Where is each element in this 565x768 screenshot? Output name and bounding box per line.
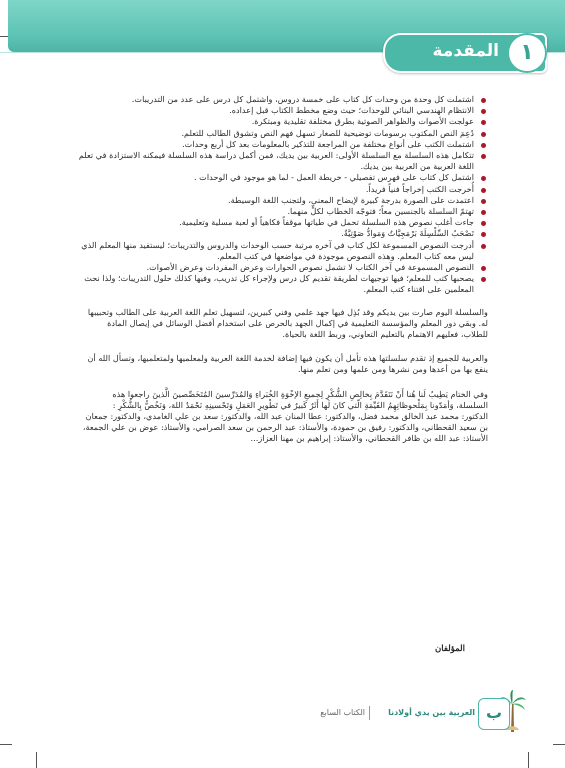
paragraph: وفي الختام يَطِيبُ لَنا هُنا أَنْ نَتَقَدَّمَ بِخالِصِ الشُّكْرِ لِجميعِ الإخْوَةِ الخُبَراءِ وَالمُدَرِّسينَ المُتَخَصِّصينَ الَّذينَ راجعوا هذه السلسلة، وَأمَدّونا بِمَلْحوظاتِهِمُ القَيِّمَةِ الّتي كانَ لَها أَثَرٌ كَبيرٌ في تَطْويرِ العَمَلِ وَتَحْسينِهِ نَحْمَدُ اللهَ، وَنَخُصُّ بِالشُّكْرِ :: [112, 388, 488, 410]
list-item: الانتظام الهندسي البنائي للوحدات؛ حيث وضع مخطط الكتاب قبل إعداده.: [78, 105, 488, 116]
intro-content: [78, 94, 488, 445]
crop-mark: [553, 744, 565, 745]
crop-mark: [528, 752, 529, 768]
book-label: الكتاب السابع: [320, 708, 365, 717]
list-item: تتكامل هذه السلسلة مع السلسلة الأولى: العربية بين يديك، فمن أكمل دراسة هذه السلسلة فيمكنه الاستزادة في تعلم اللغة العربية من العربية بين يديك.: [78, 150, 488, 172]
list-item: دُعِمَ النص المكتوب برسومات توضيحية للصغار تسهل فهم النص وتشوق الطالب للتعلم.: [78, 128, 488, 139]
chapter-title-pill: [383, 33, 547, 73]
series-title: العربية بين يدي أولادنا: [388, 708, 475, 717]
list-item: تَصْحَبُ السِّلْسِلَةَ بَرْمَجِيَّاتٌ وَمَوادُّ صَوْتِيَّةٌ.: [78, 228, 488, 239]
crop-mark: [0, 744, 12, 745]
chapter-number: ١: [507, 33, 547, 73]
list-item: النصوص المسموعة في آخر الكتاب لا تشمل نصوص الحوارات وعرض المفردات وعرض الأصوات.: [78, 262, 488, 273]
list-item: جاءت أغلب نصوص هذه السلسلة تحمل في طياتها موقفاً فكاهياً أو لعبة مسلية وتعليمية.: [78, 217, 488, 228]
paragraph: والعربية للجميع إذ تقدم سلسلتها هذه تأمل أن يكون فيها إضافة لخدمة اللغة العربية ولمعلميها ولمتعلميها، وتسأل الله أن ينفع بها من أعدها ومن نشرها ومن علمها ومن تعلم منها.: [87, 353, 488, 375]
list-item: اشتمل كل كتاب على فهرس تفصيلي - خريطة العمل - لما هو موجود في الوحدات .: [78, 172, 488, 183]
chapter-title: المقدمة: [432, 41, 499, 61]
crop-mark: [36, 752, 37, 768]
feature-list: [78, 94, 488, 296]
list-item: اشتملت كل وحدة من وحدات كل كتاب على خمسة دروس، واشتمل كل درس على عدد من التدريبات.: [78, 94, 488, 105]
authors-signature: المؤلفان: [435, 644, 465, 654]
list-item: تهتمّ السلسلة بالجنسين معاً؛ فتوجّه الخطاب لكلٍّ منهما.: [78, 206, 488, 217]
list-item: اعتمدت على الصورة بدرجة كبيرة لإيضاح المعنى، ولتجنب اللغة الوسيطة.: [78, 195, 488, 206]
paragraph: والسلسلة اليوم صارت بين يديكم وقد بُذِل فيها جهد علمي وفني كبيرين، لتسهيل تعلم اللغة العربية على الطالب وتحبيبها له. وبقي دور المعلم والمؤسسة التعليمية في إكمال الجهد بالحرص على استخدام أفضل الوسائل في إيصال المادة للطلاب، فعليهم الاهتمام بالتعليم التعاوني، وربط اللغة بالحياة.: [87, 306, 488, 340]
footer-divider: [369, 706, 370, 720]
list-item: يصحبها كتب للمعلم؛ فيها توجيهات لطريقة تقديم كل درس ولإجراء كل تدريب، وفيها كذلك حلول التدريبات؛ ولذا نحث المعلمين على اقتناء كتب المعلم.: [78, 273, 488, 295]
paragraph: الدكتور: محمد عبد الخالق محمد فضل، والدكتور: عطا المنان عبد الله، والدكتور: سعد بن علي الغامدي، والدكتور: جمعان بن سعيد القحطاني، والدكتور: رفيق بن حمودة، والأستاذ: عبد الرحمن بن سعد الصرامي، والأستاذ: عوض بن علي الجمعة، الأستاذ: عبد الله بن ظافر القحطاني، والأستاذ: إبراهيم بن مهنا العزاز...: [82, 411, 488, 444]
list-item: اشتملت الكتب على أنواع مختلفة من المراجعة للتذكير بالمعلومات بعد كل أربع وحدات.: [78, 139, 488, 150]
list-item: عولجت الأصوات والظواهر الصوتية بطرق مختلفة تقليدية ومبتكرة.: [78, 116, 488, 127]
page-number: ب: [478, 698, 510, 730]
list-item: أُخرجت الكتب إخراجاً فنياً فريداً.: [78, 184, 488, 195]
list-item: أدرجت النصوص المسموعة لكل كتاب في آخره مرتبة حسب الوحدات والدروس والتدريبات؛ ليستفيد منها المعلم الذي ليس معه كتاب المعلم. وهذه النصوص موجودة في مواضعها في كتب المعلم.: [78, 240, 488, 262]
